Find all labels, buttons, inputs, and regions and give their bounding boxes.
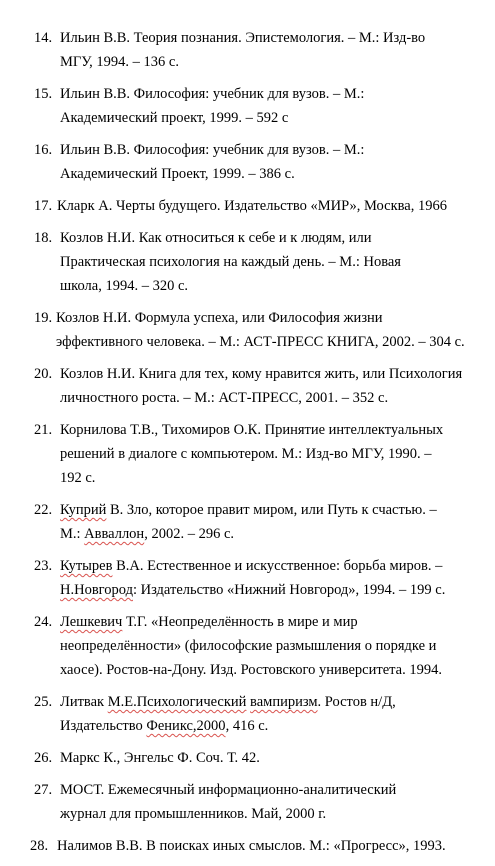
reference-item (0, 498, 495, 546)
reference-continuation-line (0, 250, 495, 274)
reference-number: 27. (34, 782, 53, 798)
reference-continuation-line (0, 106, 495, 130)
reference-number: 18. (34, 230, 53, 246)
reference-continuation-line (0, 50, 495, 74)
reference-first-line (0, 746, 495, 770)
reference-text: Академический Проект, 1999. – 386 с. (60, 166, 295, 182)
reference-first-line (0, 498, 495, 522)
reference-number: 17. (34, 198, 53, 214)
reference-first-line (0, 306, 495, 330)
spellcheck-mark: Авваллон (84, 526, 145, 542)
reference-text: Ильин В.В. Философия: учебник для вузов. – М.: (60, 86, 365, 102)
reference-text: Академический проект, 1999. – 592 с (60, 110, 289, 126)
reference-text: Козлов Н.И. Формула успеха, или Философия жизни (56, 310, 383, 326)
reference-first-line (0, 26, 495, 50)
reference-continuation-line (0, 330, 495, 354)
reference-text: журнал для промышленников. Май, 2000 г. (60, 806, 327, 822)
reference-item (0, 690, 495, 738)
reference-continuation-line (0, 466, 495, 490)
reference-continuation-line (0, 522, 495, 546)
reference-item (0, 746, 495, 770)
reference-text: личностного роста. – М.: АСТ-ПРЕСС, 2001. – 352 с. (60, 390, 389, 406)
reference-continuation-line (0, 162, 495, 186)
reference-first-line (0, 834, 495, 858)
reference-first-line (0, 418, 495, 442)
reference-continuation-line (0, 386, 495, 410)
reference-text: Корнилова Т.В., Тихомиров О.К. Принятие интеллектуальных (60, 422, 444, 438)
spellcheck-mark: Куприй (60, 502, 107, 518)
reference-item (0, 26, 495, 74)
reference-continuation-line (0, 802, 495, 826)
reference-text: Куприй В. Зло, которое правит миром, или Путь к счастью. – (60, 502, 437, 518)
spellcheck-mark: Н.Новгород (60, 582, 133, 598)
reference-number: 24. (34, 614, 53, 630)
reference-text: хаосе). Ростов-на-Дону. Изд. Ростовского университета. 1994. (60, 662, 442, 678)
reference-first-line (0, 82, 495, 106)
reference-first-line (0, 138, 495, 162)
reference-continuation-line (0, 634, 495, 658)
reference-item (0, 778, 495, 826)
reference-number: 19. (34, 310, 53, 326)
reference-text: Козлов Н.И. Как относиться к себе и к людям, или (60, 230, 372, 246)
reference-text: Ильин В.В. Теория познания. Эпистемология. – М.: Изд-во (60, 30, 426, 46)
reference-first-line (0, 362, 495, 386)
reference-continuation-line (0, 658, 495, 682)
reference-first-line (0, 610, 495, 634)
reference-text: Козлов Н.И. Книга для тех, кому нравится жить, или Психология (60, 366, 463, 382)
spellcheck-mark: Феникс,2000 (146, 718, 226, 734)
reference-text: Издательство Феникс,2000, 416 с. (60, 718, 269, 734)
reference-item (0, 362, 495, 410)
reference-list (0, 26, 495, 866)
reference-number: 28. (30, 838, 49, 854)
reference-number: 16. (34, 142, 53, 158)
reference-item (0, 138, 495, 186)
reference-number: 22. (34, 502, 53, 518)
reference-item (0, 834, 495, 858)
reference-number: 15. (34, 86, 53, 102)
reference-text: Кларк А. Черты будущего. Издательство «МИР», Москва, 1966 (57, 198, 447, 214)
reference-continuation-line (0, 714, 495, 738)
reference-item (0, 610, 495, 682)
spellcheck-mark: Кутырев (60, 558, 113, 574)
reference-item (0, 82, 495, 130)
reference-number: 25. (34, 694, 53, 710)
reference-item (0, 554, 495, 602)
reference-text: решений в диалоге с компьютером. М.: Изд-во МГУ, 1990. – (60, 446, 432, 462)
reference-text: Кутырев В.А. Естественное и искусственное: борьба миров. – (60, 558, 443, 574)
spellcheck-mark: М.Е.Психологический (107, 694, 247, 710)
reference-continuation-line (0, 274, 495, 298)
reference-number: 21. (34, 422, 53, 438)
spellcheck-mark: вампиризм (250, 694, 318, 710)
reference-first-line (0, 554, 495, 578)
reference-text: Ильин В.В. Философия: учебник для вузов. – М.: (60, 142, 365, 158)
reference-continuation-line (0, 578, 495, 602)
reference-item (0, 306, 495, 354)
reference-text: эффективного человека. – М.: АСТ-ПРЕСС КНИГА, 2002. – 304 с. (56, 334, 465, 350)
reference-text: неопределённости» (философские размышления о порядке и (60, 638, 437, 654)
reference-number: 14. (34, 30, 53, 46)
reference-number: 23. (34, 558, 53, 574)
reference-text: Н.Новгород: Издательство «Нижний Новгород», 1994. – 199 с. (60, 582, 446, 598)
reference-text: Налимов В.В. В поисках иных смыслов. М.: «Прогресс», 1993. (57, 838, 446, 854)
spellcheck-mark: Лешкевич (60, 614, 123, 630)
reference-text: Литвак М.Е.Психологический вампиризм. Ростов н/Д, (60, 694, 396, 710)
reference-item (0, 226, 495, 298)
reference-first-line (0, 690, 495, 714)
reference-continuation-line (0, 442, 495, 466)
reference-text: Лешкевич Т.Г. «Неопределённость в мире и мир (60, 614, 358, 630)
reference-item (0, 194, 495, 218)
reference-first-line (0, 194, 495, 218)
reference-text: МОСТ. Ежемесячный информационно-аналитический (60, 782, 397, 798)
reference-first-line (0, 778, 495, 802)
reference-text: 192 с. (60, 470, 96, 486)
reference-item (0, 418, 495, 490)
reference-text: МГУ, 1994. – 136 с. (60, 54, 179, 70)
reference-text: Маркс К., Энгельс Ф. Соч. Т. 42. (60, 750, 260, 766)
reference-text: школа, 1994. – 320 с. (60, 278, 189, 294)
reference-text: Практическая психология на каждый день. – М.: Новая (60, 254, 401, 270)
reference-first-line (0, 226, 495, 250)
reference-text: М.: Авваллон, 2002. – 296 с. (60, 526, 235, 542)
reference-number: 20. (34, 366, 53, 382)
reference-number: 26. (34, 750, 53, 766)
